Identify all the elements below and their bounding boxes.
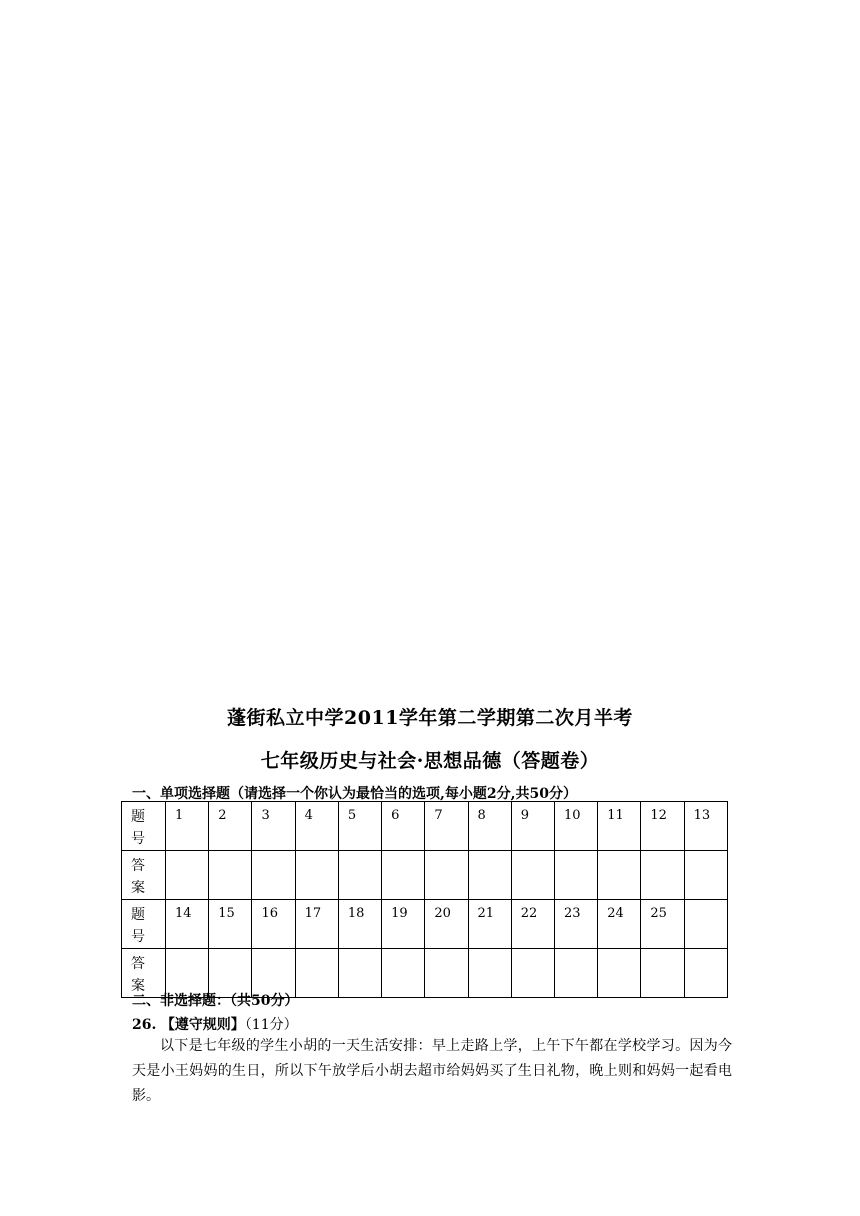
question-number-cell: 8 (468, 802, 511, 851)
question-number-cell: 9 (511, 802, 554, 851)
question-number-row-2 (122, 900, 728, 949)
answer-cell[interactable] (295, 851, 338, 900)
question-number-cell: 11 (598, 802, 641, 851)
answer-cell[interactable] (468, 949, 511, 998)
answer-cell[interactable] (511, 949, 554, 998)
answer-grid-table (121, 801, 728, 998)
question-number-cell: 17 (295, 900, 338, 949)
answer-cell[interactable] (166, 851, 209, 900)
question-number: 26. (132, 1017, 157, 1033)
answer-cell[interactable] (598, 949, 641, 998)
exam-title: 蓬街私立中学2011学年第二学期第二次月半考 (227, 707, 633, 729)
question-number-cell: 7 (425, 802, 468, 851)
row-label-char: 案 (131, 978, 145, 994)
answer-row-1 (122, 851, 728, 900)
answer-cell[interactable] (338, 949, 381, 998)
row-label-char: 号 (131, 929, 145, 945)
question-topic-tag: 【遵守规则】 (160, 1017, 245, 1033)
question-number-cell: 24 (598, 900, 641, 949)
question-number-cell: 4 (295, 802, 338, 851)
question-number-cell: 20 (425, 900, 468, 949)
answer-cell[interactable] (382, 851, 425, 900)
question-number-cell: 5 (338, 802, 381, 851)
question-number-cell: 12 (641, 802, 684, 851)
question-number-cell: 21 (468, 900, 511, 949)
question-number-cell: 2 (209, 802, 252, 851)
answer-cell[interactable] (684, 851, 727, 900)
question-26-passage: 以下是七年级的学生小胡的一天生活安排：早上走路上学，上午下午都在学校学习。因为今天是小王妈妈的生日，所以下午放学后小胡去超市给妈妈买了生日礼物，晚上则和妈妈一起看电影。 (132, 1038, 732, 1104)
section-1-heading: 一、单项选择题（请选择一个你认为最恰当的选项,每小题2分,共50分） (132, 786, 577, 802)
question-number-cell: 1 (166, 802, 209, 851)
question-number-cell: 25 (641, 900, 684, 949)
answer-cell[interactable] (598, 851, 641, 900)
row-label-char: 答 (131, 956, 145, 972)
row-label-question (122, 802, 166, 851)
question-number-cell: 18 (338, 900, 381, 949)
question-26-heading (132, 1014, 298, 1034)
row-label-question (122, 900, 166, 949)
answer-cell[interactable] (425, 851, 468, 900)
question-number-cell: 23 (554, 900, 597, 949)
question-number-cell: 6 (382, 802, 425, 851)
answer-cell[interactable] (554, 949, 597, 998)
answer-cell[interactable] (382, 949, 425, 998)
row-label-char: 案 (131, 880, 145, 896)
question-number-cell: 14 (166, 900, 209, 949)
question-number-row-1 (122, 802, 728, 851)
answer-cell[interactable] (468, 851, 511, 900)
row-label-char: 题 (131, 907, 145, 923)
row-label-answer (122, 851, 166, 900)
answer-cell[interactable] (209, 851, 252, 900)
section-2-heading: 二、非选择题：（共50分） (132, 993, 299, 1009)
question-points: （11分） (244, 1017, 298, 1033)
question-number-cell: 16 (252, 900, 295, 949)
answer-cell[interactable] (511, 851, 554, 900)
row-label-char: 题 (131, 809, 145, 825)
row-label-char: 号 (131, 831, 145, 847)
question-number-cell: 10 (554, 802, 597, 851)
answer-cell[interactable] (338, 851, 381, 900)
answer-cell-empty (684, 949, 727, 998)
question-number-cell: 15 (209, 900, 252, 949)
answer-cell[interactable] (252, 851, 295, 900)
answer-cell[interactable] (295, 949, 338, 998)
question-number-cell: 13 (684, 802, 727, 851)
answer-cell[interactable] (554, 851, 597, 900)
question-number-cell-empty (684, 900, 727, 949)
answer-cell[interactable] (641, 851, 684, 900)
exam-subtitle: 七年级历史与社会·思想品德（答题卷） (260, 750, 600, 772)
row-label-char: 答 (131, 858, 145, 874)
question-number-cell: 22 (511, 900, 554, 949)
question-number-cell: 19 (382, 900, 425, 949)
answer-cell[interactable] (425, 949, 468, 998)
question-number-cell: 3 (252, 802, 295, 851)
answer-cell[interactable] (641, 949, 684, 998)
